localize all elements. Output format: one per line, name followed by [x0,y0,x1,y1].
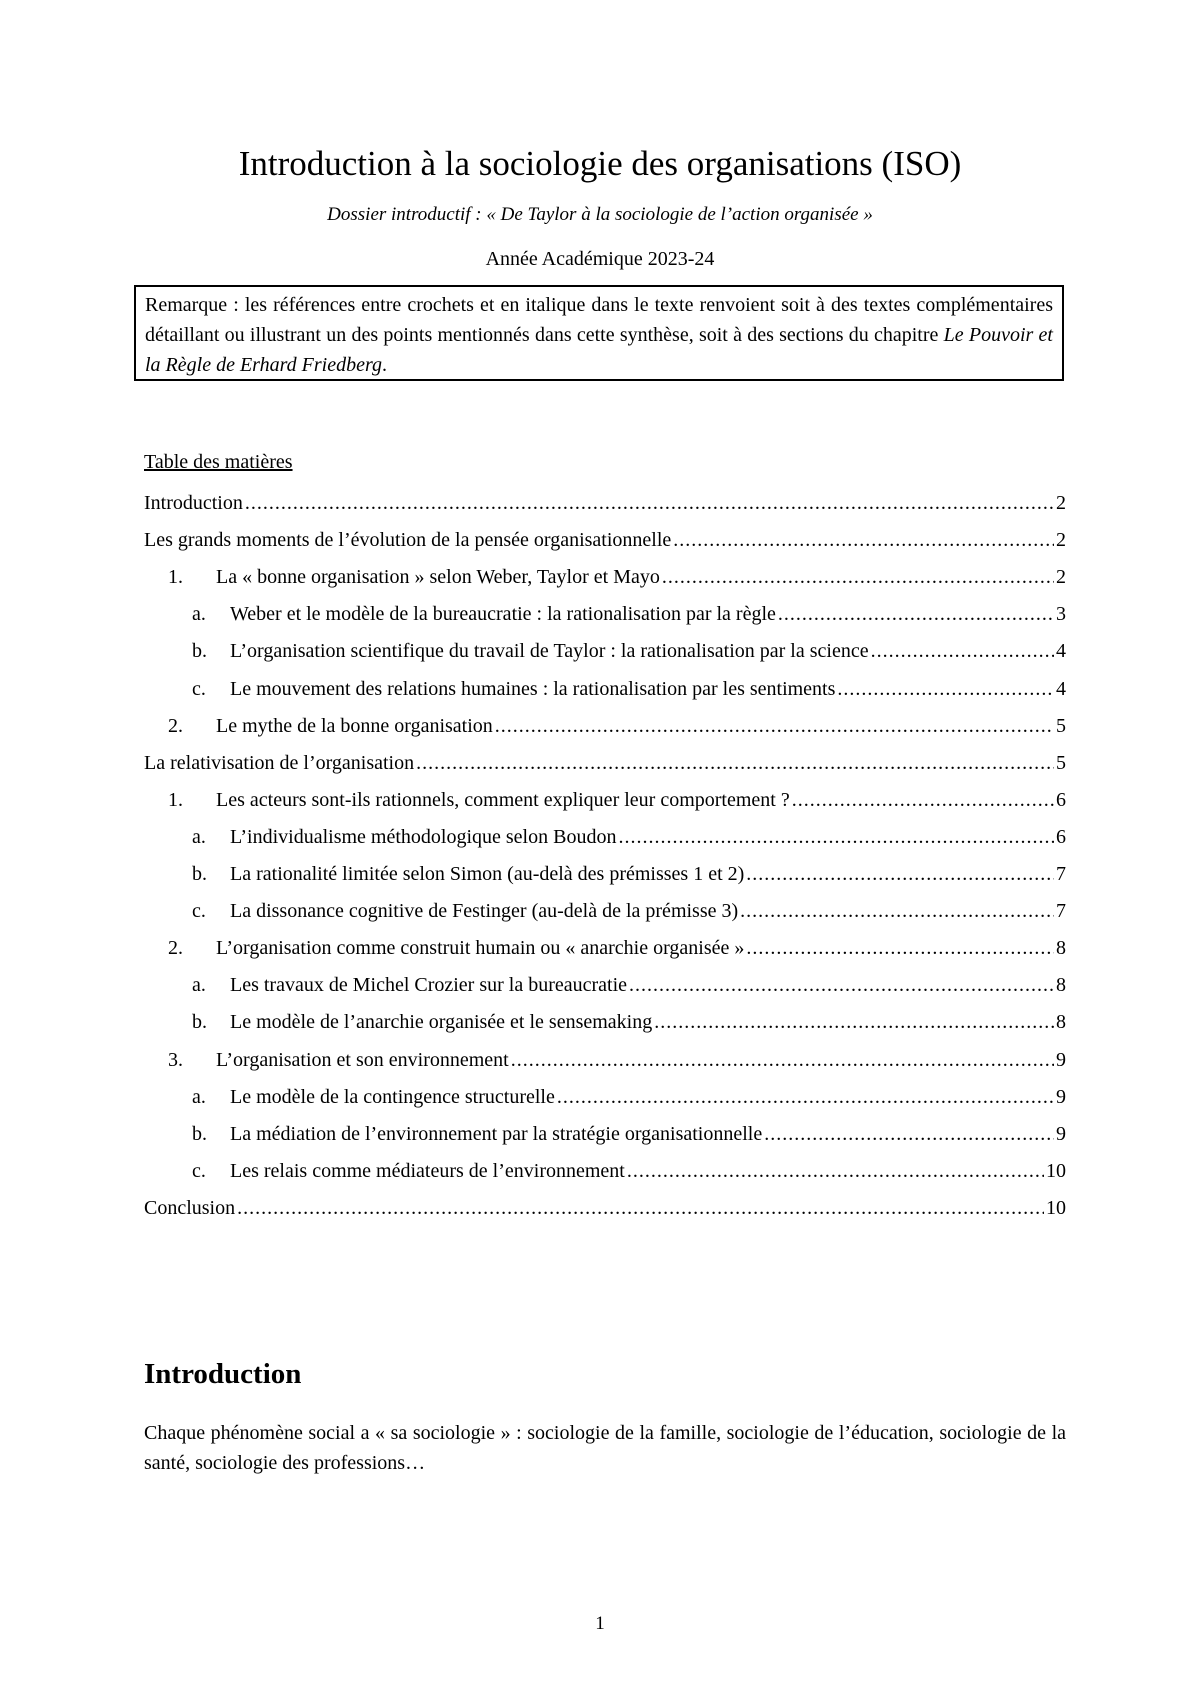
toc-entry-title: La « bonne organisation » selon Weber, Taylor et Mayo [216,566,660,588]
toc-entry-title: Le mouvement des relations humaines : la rationalisation par les sentiments [230,678,836,700]
toc-entry-number: 3. [168,1049,183,1071]
toc-entry-title: Conclusion [144,1197,236,1219]
toc-entry[interactable] [192,858,1066,890]
toc-entry-title: L’individualisme méthodologique selon Boudon [230,826,617,848]
toc-entry[interactable] [192,1081,1066,1113]
toc-entry[interactable] [168,932,1066,964]
toc-entry-page: 7 [1056,863,1066,885]
toc-entry-number: c. [192,900,206,922]
toc-entry-number: 2. [168,715,183,737]
toc-entry-number: a. [192,603,206,625]
toc-entry-page: 10 [1046,1160,1066,1182]
page-number: 1 [595,1613,605,1634]
toc-entry-number: c. [192,1160,206,1182]
toc-leader-dots [746,932,1054,964]
toc-leader-dots [673,524,1054,556]
toc-leader-dots [764,1118,1054,1150]
toc-leader-dots [740,895,1054,927]
toc-entry-number: c. [192,678,206,700]
toc-entry[interactable] [192,821,1066,853]
toc-leader-dots [629,969,1054,1001]
toc-entry-title: La rationalité limitée selon Simon (au-delà des prémisses 1 et 2) [230,863,745,885]
toc-entry-title: Les grands moments de l’évolution de la pensée organisationnelle [144,529,672,551]
toc-leader-dots [618,821,1054,853]
toc-leader-dots [557,1081,1054,1113]
toc-entry-page: 5 [1056,752,1066,774]
toc-leader-dots [837,673,1054,705]
document-title: Introduction à la sociologie des organisations (ISO) [238,144,962,183]
toc-entry-number: b. [192,640,207,662]
toc-leader-dots [871,635,1054,667]
toc-entry-page: 2 [1056,492,1066,514]
toc-entry-page: 6 [1056,826,1066,848]
toc-leader-dots [245,487,1054,519]
toc-entry-number: 1. [168,789,183,811]
toc-entry-page: 6 [1056,789,1066,811]
toc-leader-dots [237,1192,1044,1224]
toc-leader-dots [627,1155,1044,1187]
toc-entry[interactable] [192,598,1066,630]
toc-entry-page: 9 [1056,1086,1066,1108]
toc-entry-title: Les relais comme médiateurs de l’environnement [230,1160,625,1182]
toc-leader-dots [654,1006,1054,1038]
toc-entry-number: b. [192,863,207,885]
section-heading-introduction: Introduction [144,1358,302,1390]
introduction-body [144,1418,1066,1478]
remark-text [145,290,1053,380]
remark-text-main: Remarque : les références entre crochets et en italique dans le texte renvoient soit à des textes complémentaires détaillant ou illustrant un des points mentionnés dans cette synthèse, soit à des sections du chapitre [145,294,1053,346]
toc-entry[interactable] [168,1044,1066,1076]
toc-entry[interactable] [168,561,1066,593]
toc-entry-page: 9 [1056,1123,1066,1145]
toc-leader-dots [778,598,1054,630]
toc-entry-page: 10 [1046,1197,1066,1219]
toc-entry-title: L’organisation et son environnement [216,1049,509,1071]
toc-entry[interactable] [144,1192,1066,1224]
toc-leader-dots [495,710,1054,742]
toc-entry-page: 8 [1056,937,1066,959]
toc-leader-dots [416,747,1054,779]
toc-entry-number: 1. [168,566,183,588]
toc-entry-number: a. [192,1086,206,1108]
toc-entry-page: 5 [1056,715,1066,737]
toc-leader-dots [662,561,1054,593]
toc-entry[interactable] [192,895,1066,927]
toc-entry-number: a. [192,974,206,996]
toc-entry[interactable] [192,1006,1066,1038]
toc-entry-page: 9 [1056,1049,1066,1071]
toc-entry-number: b. [192,1123,207,1145]
toc-entry-title: La dissonance cognitive de Festinger (au-delà de la prémisse 3) [230,900,739,922]
toc-entry[interactable] [144,747,1066,779]
toc-entry-page: 4 [1056,640,1066,662]
toc-entry[interactable] [192,635,1066,667]
toc-entry-title: Le modèle de l’anarchie organisée et le sensemaking [230,1011,653,1033]
introduction-paragraph: Chaque phénomène social a « sa sociologie » : sociologie de la famille, sociologie de l’éducation, sociologie de la santé, sociologie des professions… [144,1422,1066,1474]
toc-entry-title: La médiation de l’environnement par la stratégie organisationnelle [230,1123,763,1145]
toc-entry-page: 7 [1056,900,1066,922]
toc-entry-number: 2. [168,937,183,959]
toc-entry-title: Introduction [144,492,243,514]
toc-leader-dots [746,858,1054,890]
remark-box [134,285,1064,381]
toc-entry-title: L’organisation comme construit humain ou « anarchie organisée » [216,937,745,959]
toc-entry[interactable] [168,784,1066,816]
toc-entry-page: 2 [1056,566,1066,588]
toc-entry-title: La relativisation de l’organisation [144,752,415,774]
toc-leader-dots [511,1044,1054,1076]
toc-entry[interactable] [144,524,1066,556]
toc-leader-dots [792,784,1054,816]
academic-year: Année Académique 2023-24 [485,248,715,270]
toc-entry-number: a. [192,826,206,848]
toc-entry-page: 2 [1056,529,1066,551]
toc-entry[interactable] [168,710,1066,742]
toc-entry-title: Le modèle de la contingence structurelle [230,1086,555,1108]
remark-italic-reference: Le Pouvoir et la Règle de Erhard Friedberg [145,324,1053,376]
toc-heading: Table des matières [144,451,293,473]
toc-entry-page: 4 [1056,678,1066,700]
toc-entry-title: L’organisation scientifique du travail de Taylor : la rationalisation par la science [230,640,869,662]
document-subtitle: Dossier introductif : « De Taylor à la sociologie de l’action organisée » [327,204,873,225]
toc-entry[interactable] [144,487,1066,519]
toc-entry-page: 3 [1056,603,1066,625]
toc-entry-number: b. [192,1011,207,1033]
toc-entry-title: Weber et le modèle de la bureaucratie : la rationalisation par la règle [230,603,776,625]
remark-text-end: . [382,354,387,376]
toc-entry-title: Les acteurs sont-ils rationnels, comment expliquer leur comportement ? [216,789,790,811]
toc-entry-title: Les travaux de Michel Crozier sur la bureaucratie [230,974,628,996]
toc-entry-page: 8 [1056,1011,1066,1033]
toc-entry-title: Le mythe de la bonne organisation [216,715,493,737]
toc-entry[interactable] [192,1118,1066,1150]
toc-entry[interactable] [192,969,1066,1001]
toc-entry[interactable] [192,673,1066,705]
toc-entry[interactable] [192,1155,1066,1187]
toc-entry-page: 8 [1056,974,1066,996]
